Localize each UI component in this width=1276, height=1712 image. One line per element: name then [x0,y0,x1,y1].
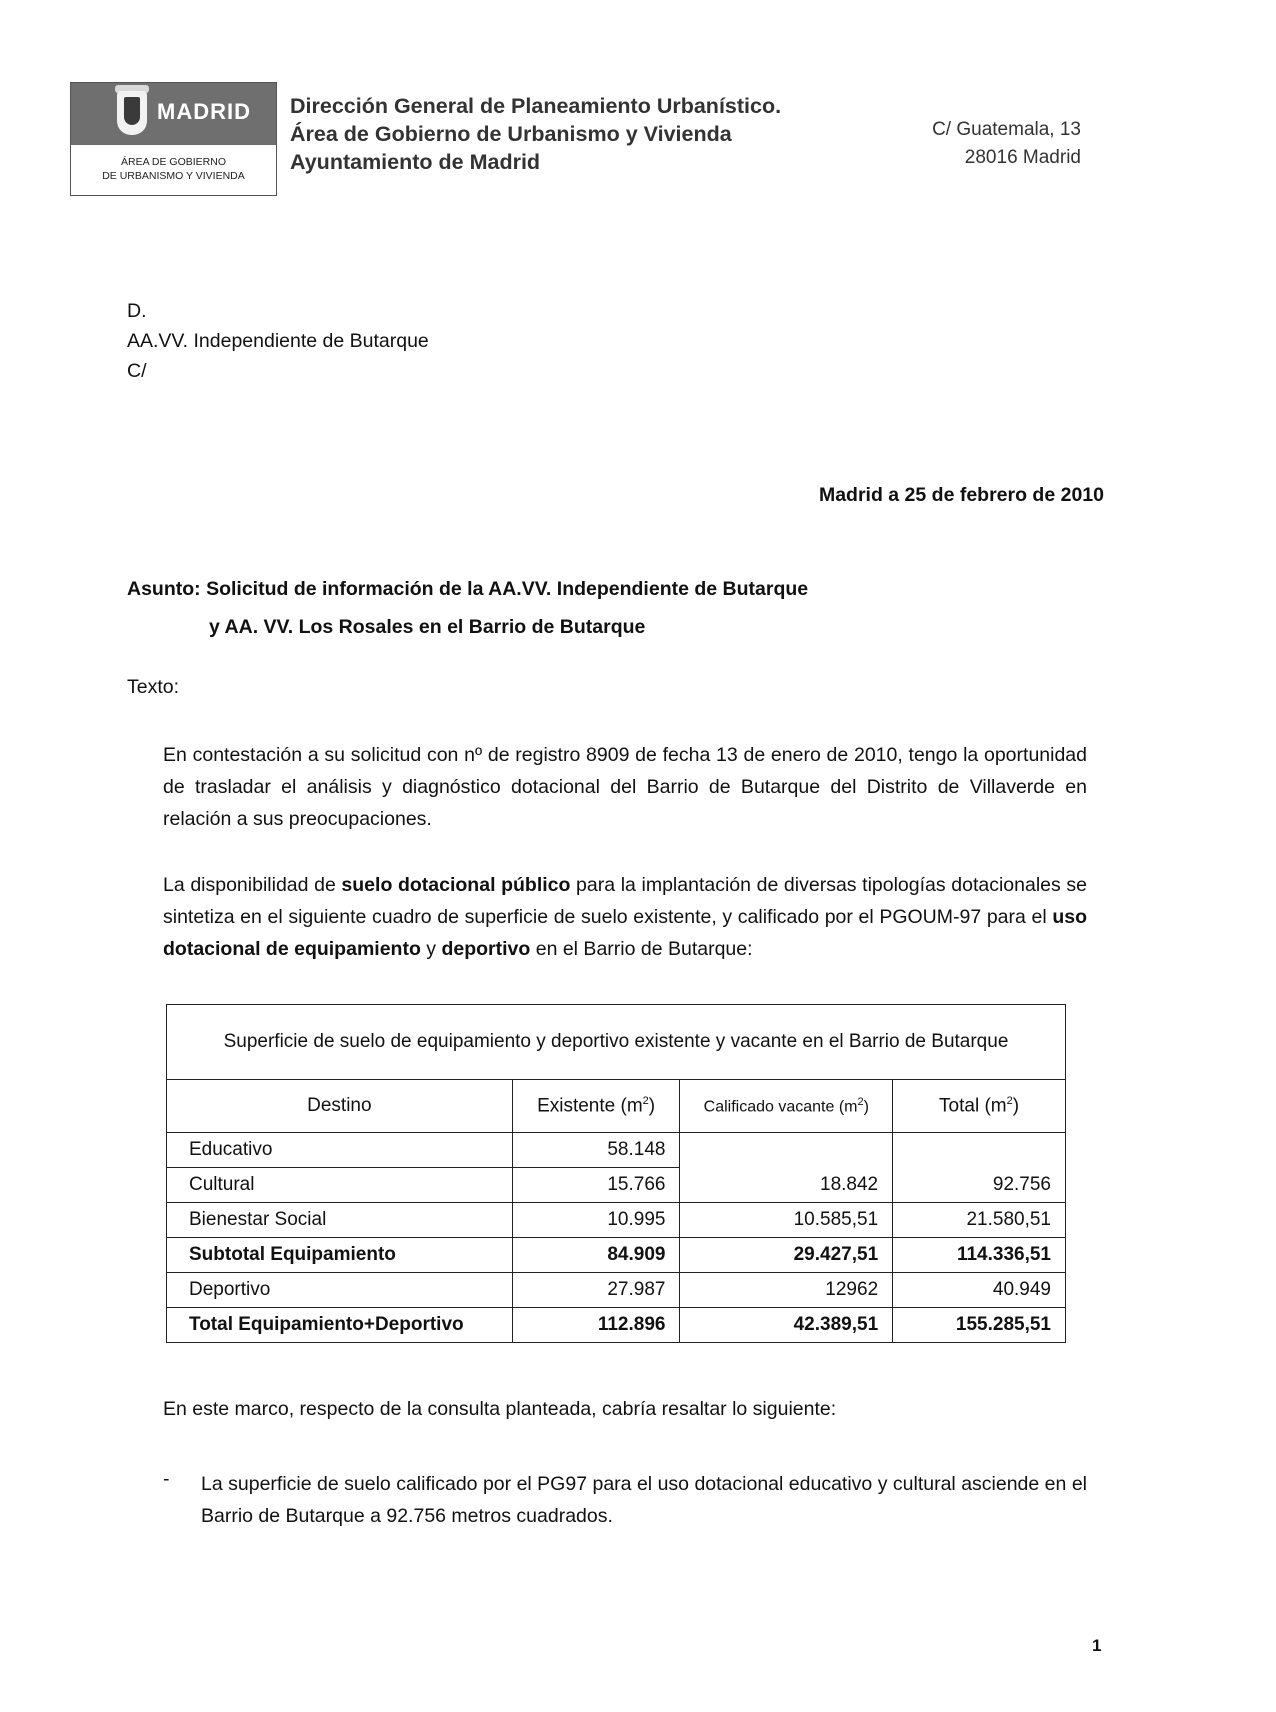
header-total [893,1080,1066,1133]
cell-total: 155.285,51 [893,1308,1066,1343]
paragraph-1: En contestación a su solicitud con nº de registro 8909 de fecha 13 de enero de 2010, tengo la oportunidad de trasladar el análisis y diagnóstico dotacional del Barrio de Butarque del Distrito de Villaverde en relación a sus preocupaciones. [163,744,1087,830]
header-total-sup: 2 [1006,1094,1013,1107]
p2-text-2: para la implantación de diversas tipologías dotacionales se sintetiza en el siguiente cuadro de superficie de suelo existente, y calificado por el PGOUM-97 para el [163,874,1087,928]
cell-vacante: 18.842 [680,1168,893,1203]
recipient-association: AA.VV. Independiente de Butarque [127,330,429,352]
table-row [167,1273,1066,1308]
texto-label: Texto: [127,676,180,698]
p2-text-3: y [420,938,442,960]
cell-vacante: 12962 [680,1273,893,1308]
subject [127,570,808,646]
cell-existente: 58.148 [512,1133,680,1168]
header-vacante-text: Calificado vacante (m [703,1098,858,1116]
address-line1: C/ Guatemala, 13 [932,119,1081,140]
logo-subtitle [71,155,276,183]
table-caption-row [167,1005,1066,1080]
cell-destino: Subtotal Equipamiento [167,1238,513,1273]
cell-destino: Educativo [167,1133,513,1168]
cell-vacante: 10.585,51 [680,1203,893,1238]
recipient-name: D. [127,300,147,322]
cell-vacante [680,1133,893,1168]
cell-destino: Bienestar Social [167,1203,513,1238]
organization-header [290,92,781,176]
org-line1: Dirección General de Planeamiento Urbanístico. [290,94,782,118]
cell-vacante: 29.427,51 [680,1238,893,1273]
cell-vacante: 42.389,51 [680,1308,893,1343]
page-number: 1 [1092,1636,1102,1655]
paragraph-3: En este marco, respecto de la consulta planteada, cabría resaltar lo siguiente: [163,1398,837,1420]
letter-date: Madrid a 25 de febrero de 2010 [818,484,1104,506]
paragraph-2 [163,869,1087,965]
org-line3: Ayuntamiento de Madrid [290,150,541,174]
recipient-street: C/ [127,360,147,382]
table-row [167,1133,1066,1168]
cell-destino: Deportivo [167,1273,513,1308]
table-caption: Superficie de suelo de equipamiento y deportivo existente y vacante en el Barrio de Butarque [167,1005,1066,1080]
logo-subtitle-line2: DE URBANISMO Y VIVIENDA [102,170,245,182]
madrid-logo [70,82,277,196]
cell-total: 92.756 [893,1168,1066,1203]
cell-existente: 15.766 [512,1168,680,1203]
table-row-subtotal [167,1238,1066,1273]
logo-subtitle-line1: ÁREA DE GOBIERNO [120,156,227,168]
cell-total: 40.949 [893,1273,1066,1308]
subject-line2: y AA. VV. Los Rosales en el Barrio de Butarque [209,616,646,638]
p2-bold-1: suelo dotacional público [341,874,571,896]
cell-total: 114.336,51 [893,1238,1066,1273]
cell-total: 21.580,51 [893,1203,1066,1238]
table-row [167,1203,1066,1238]
p2-bold-2: uso dotacional de equipamiento [163,906,1087,960]
cell-destino: Cultural [167,1168,513,1203]
p2-bold-3: deportivo [441,938,531,960]
cell-existente: 10.995 [512,1203,680,1238]
header-existente-close: ) [648,1095,656,1117]
header-vacante-close: ) [863,1098,869,1116]
subject-line1: Asunto: Solicitud de información de la AA.VV. Independiente de Butarque [127,578,809,600]
header-existente-sup: 2 [642,1094,649,1107]
header-existente-text: Existente (m [537,1095,643,1117]
bullet-marker: - [163,1468,170,1490]
header-total-close: ) [1012,1095,1020,1117]
land-surface-table [166,1004,1066,1343]
cell-destino: Total Equipamiento+Deportivo [167,1308,513,1343]
recipient-block [127,296,429,386]
header-destino: Destino [167,1080,513,1133]
header-vacante [680,1080,893,1133]
cell-existente: 27.987 [512,1273,680,1308]
org-line2: Área de Gobierno de Urbanismo y Vivienda [290,122,732,146]
logo-banner [71,83,276,145]
table-row [167,1168,1066,1203]
header-total-text: Total (m [939,1095,1007,1117]
cell-existente: 112.896 [512,1308,680,1343]
address-block [932,116,1081,172]
table-row-total [167,1308,1066,1343]
bullet-text: La superficie de suelo calificado por el PG97 para el uso dotacional educativo y cultural asciende en el Barrio de Butarque a 92.756 metros cuadrados. [201,1473,1087,1527]
p2-text-1: La disponibilidad de [163,874,342,896]
address-line2: 28016 Madrid [964,147,1081,168]
cell-existente: 84.909 [512,1238,680,1273]
cell-total [893,1133,1066,1168]
coat-of-arms-icon [117,91,147,135]
header-existente [512,1080,680,1133]
p2-text-4: en el Barrio de Butarque: [530,938,753,960]
table-header-row [167,1080,1066,1133]
logo-name: MADRID [157,99,251,124]
header-vacante-sup: 2 [857,1095,864,1108]
